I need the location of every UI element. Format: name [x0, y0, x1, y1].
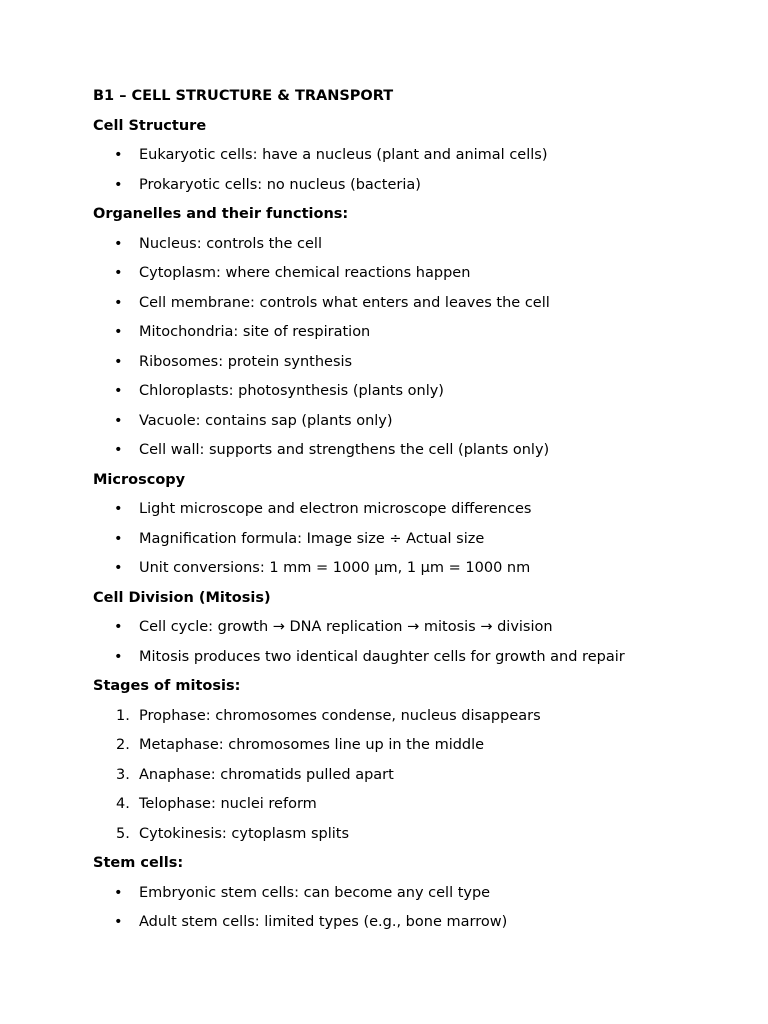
bullet-icon: •: [114, 619, 123, 635]
bullet-list-item: [93, 499, 733, 529]
list-item-text: Cytokinesis: cytoplasm splits: [139, 825, 350, 842]
bullet-list-item: [93, 175, 733, 205]
document-body: [93, 86, 733, 942]
bullet-list-item: [93, 529, 733, 559]
list-item-text: Prokaryotic cells: no nucleus (bacteria): [139, 176, 421, 193]
bullet-list-item: [93, 912, 733, 942]
bullet-icon: •: [114, 294, 123, 311]
section-heading: Stages of mitosis:: [93, 678, 241, 694]
list-item-text: Magnification formula: Image size ÷ Actual size: [139, 530, 485, 547]
bullet-list-item: [93, 234, 733, 264]
list-item-text: Eukaryotic cells: have a nucleus (plant and animal cells): [139, 147, 548, 163]
list-item-text: Prophase: chromosomes condense, nucleus disappears: [139, 707, 541, 724]
bullet-icon: •: [114, 265, 123, 281]
numbered-list-item: [93, 706, 733, 736]
bullet-icon: •: [114, 235, 123, 252]
list-item-text: Cell membrane: controls what enters and leaves the cell: [139, 294, 550, 311]
list-item-text: Adult stem cells: limited types (e.g., bone marrow): [139, 914, 508, 930]
list-item-text: Cytoplasm: where chemical reactions happen: [139, 265, 471, 281]
bullet-icon: •: [114, 648, 123, 665]
bullet-icon: •: [114, 501, 123, 517]
list-item-text: Ribosomes: protein synthesis: [139, 353, 353, 370]
bullet-icon: •: [114, 147, 123, 163]
numbered-list-item: [93, 735, 733, 765]
bullet-icon: •: [114, 914, 123, 930]
section-heading: Cell Division (Mitosis): [93, 589, 271, 606]
bullet-list-item: [93, 617, 733, 647]
bullet-list-item: [93, 558, 733, 588]
list-item-text: Mitosis produces two identical daughter cells for growth and repair: [139, 648, 625, 665]
list-item-text: Cell wall: supports and strengthens the cell (plants only): [139, 442, 550, 458]
list-number: 4.: [116, 796, 130, 812]
list-item-text: Embryonic stem cells: can become any cell type: [139, 884, 491, 901]
bullet-list-item: [93, 440, 733, 470]
bullet-list-item: [93, 883, 733, 913]
section-heading: Microscopy: [93, 471, 186, 488]
bullet-icon: •: [114, 383, 123, 399]
bullet-list-item: [93, 381, 733, 411]
section-heading: Organelles and their functions:: [93, 206, 349, 222]
section-heading: Cell Structure: [93, 117, 207, 134]
list-number: 5.: [116, 825, 130, 842]
numbered-list-item: [93, 824, 733, 854]
bullet-icon: •: [114, 324, 123, 340]
list-item-text: Cell cycle: growth → DNA replication → mitosis → division: [139, 619, 553, 635]
list-item-text: Mitochondria: site of respiration: [139, 324, 371, 340]
bullet-icon: •: [114, 442, 123, 458]
list-number: 2.: [116, 737, 130, 753]
bullet-list-item: [93, 145, 733, 175]
list-item-text: Unit conversions: 1 mm = 1000 μm, 1 μm = 1000 nm: [139, 560, 531, 576]
bullet-icon: •: [114, 176, 123, 193]
list-item-text: Vacuole: contains sap (plants only): [139, 412, 393, 429]
numbered-list-item: [93, 794, 733, 824]
bullet-icon: •: [114, 530, 123, 547]
list-item-text: Telophase: nuclei reform: [139, 796, 317, 812]
bullet-icon: •: [114, 353, 123, 370]
bullet-icon: •: [114, 884, 123, 901]
bullet-list-item: [93, 293, 733, 323]
list-number: 3.: [116, 766, 130, 783]
bullet-icon: •: [114, 560, 123, 576]
list-item-text: Nucleus: controls the cell: [139, 235, 322, 252]
document-title: B1 – CELL STRUCTURE & TRANSPORT: [93, 88, 394, 104]
list-item-text: Light microscope and electron microscope differences: [139, 501, 532, 517]
bullet-icon: •: [114, 412, 123, 429]
bullet-list-item: [93, 352, 733, 382]
numbered-list-item: [93, 765, 733, 795]
bullet-list-item: [93, 647, 733, 677]
section-heading: Stem cells:: [93, 855, 184, 871]
bullet-list-item: [93, 263, 733, 293]
list-item-text: Chloroplasts: photosynthesis (plants only): [139, 383, 444, 399]
bullet-list-item: [93, 411, 733, 441]
list-item-text: Anaphase: chromatids pulled apart: [139, 766, 394, 783]
list-number: 1.: [116, 707, 130, 724]
bullet-list-item: [93, 322, 733, 352]
list-item-text: Metaphase: chromosomes line up in the middle: [139, 737, 485, 753]
